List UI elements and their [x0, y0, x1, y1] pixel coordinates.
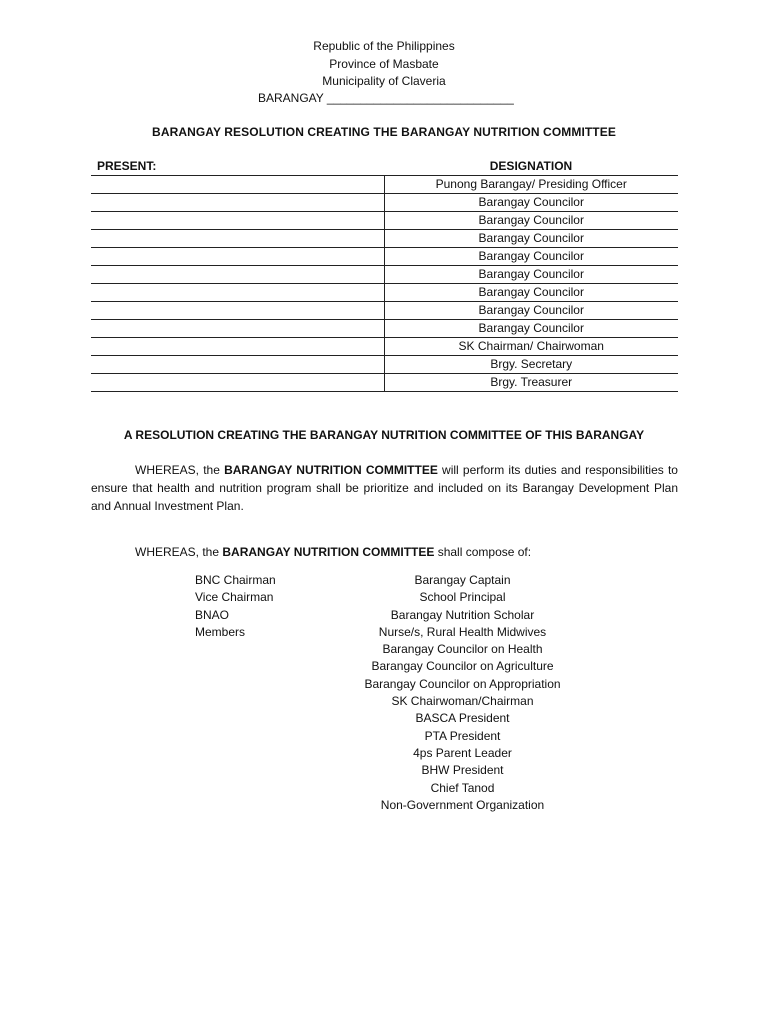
committee-member: Barangay Councilor on Appropriation — [364, 676, 561, 691]
committee-member: Barangay Nutrition Scholar — [390, 607, 535, 622]
designation-cell: Barangay Councilor — [384, 266, 678, 284]
designation-cell: Brgy. Treasurer — [384, 374, 678, 392]
committee-member: School Principal — [419, 590, 506, 605]
committee-member: Barangay Captain — [414, 573, 511, 587]
present-name-cell — [91, 302, 384, 320]
present-name-cell — [91, 212, 384, 230]
committee-role: Members — [195, 624, 246, 639]
table-row — [91, 248, 678, 266]
committee-member: 4ps Parent Leader — [413, 745, 512, 760]
table-row — [91, 212, 678, 230]
present-name-cell — [91, 356, 384, 374]
list-item — [195, 658, 595, 675]
committee-member: Barangay Councilor on Agriculture — [371, 659, 554, 674]
whereas-1-committee: BARANGAY NUTRITION COMMITTEE — [224, 463, 438, 477]
committee-role: Vice Chairman — [195, 590, 274, 605]
list-item — [195, 728, 595, 745]
whereas-2-committee: BARANGAY NUTRITION COMMITTEE — [222, 545, 435, 559]
header-municipality: Municipality of Claveria — [322, 74, 446, 88]
list-item — [195, 797, 595, 814]
committee-member: PTA President — [424, 728, 501, 743]
column-header-designation: DESIGNATION — [489, 159, 573, 173]
list-item — [195, 641, 595, 658]
table-row — [91, 266, 678, 284]
designation-cell: Barangay Councilor — [384, 212, 678, 230]
list-item — [195, 572, 595, 589]
designation-cell: Punong Barangay/ Presiding Officer — [384, 176, 678, 194]
list-item — [195, 762, 595, 779]
attendance-table-body — [91, 176, 678, 392]
designation-cell: Barangay Councilor — [384, 230, 678, 248]
committee-member: SK Chairwoman/Chairman — [391, 694, 534, 709]
list-item — [195, 589, 595, 606]
committee-member: BASCA President — [415, 711, 510, 726]
designation-cell: Barangay Councilor — [384, 248, 678, 266]
header-barangay-blank: BARANGAY ____________________________ — [258, 91, 514, 105]
present-name-cell — [91, 374, 384, 392]
table-row — [91, 194, 678, 212]
list-item — [195, 710, 595, 727]
column-header-present: PRESENT: — [97, 159, 157, 173]
list-item — [195, 745, 595, 762]
committee-member: Non-Government Organization — [380, 797, 545, 812]
committee-role: BNAO — [195, 607, 230, 622]
table-row — [91, 230, 678, 248]
present-name-cell — [91, 320, 384, 338]
header-republic: Republic of the Philippines — [313, 39, 455, 53]
table-row — [91, 374, 678, 392]
designation-cell: Barangay Councilor — [384, 320, 678, 338]
whereas-2-lead: WHEREAS, the — [135, 545, 223, 559]
letterhead — [0, 38, 768, 91]
table-row — [91, 320, 678, 338]
committee-member: Chief Tanod — [430, 780, 495, 795]
designation-cell: Brgy. Secretary — [384, 356, 678, 374]
present-name-cell — [91, 194, 384, 212]
whereas-1-text: will perform its duties and responsibilities to ensure that health and nutrition program shall be prioritize and included on its Barangay Development Plan and Annual Investment Plan. — [91, 463, 678, 513]
whereas-1-lead: WHEREAS, the — [135, 463, 225, 477]
table-row — [91, 176, 678, 194]
attendance-table — [91, 158, 678, 392]
list-item — [195, 676, 595, 693]
committee-member: BHW President — [421, 763, 504, 778]
present-name-cell — [91, 266, 384, 284]
designation-cell: Barangay Councilor — [384, 284, 678, 302]
table-row — [91, 302, 678, 320]
document-title: BARANGAY RESOLUTION CREATING THE BARANGAY NUTRITION COMMITTEE — [152, 125, 616, 139]
list-item — [195, 693, 595, 710]
header-province: Province of Masbate — [329, 56, 439, 71]
whereas-paragraph-2 — [91, 543, 678, 561]
whereas-paragraph-1 — [91, 461, 678, 515]
designation-cell: SK Chairman/ Chairwoman — [384, 338, 678, 356]
committee-composition-list — [195, 572, 595, 814]
present-name-cell — [91, 230, 384, 248]
present-name-cell — [91, 338, 384, 356]
present-name-cell — [91, 284, 384, 302]
table-row — [91, 356, 678, 374]
table-row — [91, 284, 678, 302]
designation-cell: Barangay Councilor — [384, 194, 678, 212]
committee-member: Nurse/s, Rural Health Midwives — [378, 624, 547, 639]
resolution-subtitle: A RESOLUTION CREATING THE BARANGAY NUTRITION COMMITTEE OF THIS BARANGAY — [123, 428, 645, 442]
committee-role: BNC Chairman — [195, 573, 276, 587]
committee-member: Barangay Councilor on Health — [382, 642, 543, 657]
present-name-cell — [91, 176, 384, 194]
table-row — [91, 338, 678, 356]
list-item — [195, 607, 595, 624]
whereas-2-text: shall compose of: — [434, 545, 532, 559]
list-item — [195, 780, 595, 797]
designation-cell: Barangay Councilor — [384, 302, 678, 320]
present-name-cell — [91, 248, 384, 266]
list-item — [195, 624, 595, 641]
